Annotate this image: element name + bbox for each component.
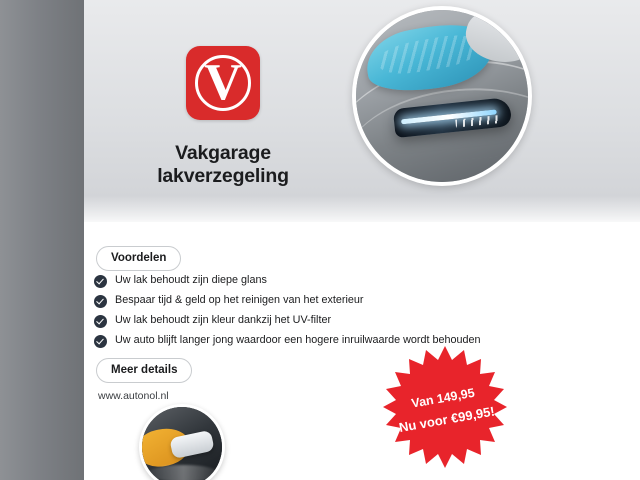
check-icon — [94, 275, 107, 288]
benefit-text: Uw lak behoudt zijn kleur dankzij het UV-filter — [115, 314, 332, 326]
website-link[interactable]: www.autonol.nl — [98, 390, 169, 402]
list-item — [94, 314, 534, 328]
benefit-text: Bespaar tijd & geld op het reinigen van het exterieur — [115, 294, 364, 306]
price-new: Nu voor €99,95! — [397, 403, 496, 436]
benefits-section-label: Voordelen — [96, 246, 181, 271]
left-accent-band — [0, 0, 84, 480]
page-title: Vakgarage lakverzegeling — [157, 142, 289, 187]
detailing-photo — [139, 404, 225, 480]
check-icon — [94, 295, 107, 308]
benefit-text: Uw auto blijft langer jong waardoor een hogere inruilwaarde wordt behouden — [115, 334, 481, 346]
logo-letter: V — [204, 54, 242, 111]
detailing-sheen — [148, 465, 218, 480]
details-section-label: Meer details — [96, 358, 192, 383]
brand-logo-block — [108, 46, 338, 188]
brand-logo-icon — [186, 46, 260, 120]
price-old: Van 149,95 — [410, 385, 476, 411]
check-icon — [94, 315, 107, 328]
price-text-wrap — [370, 334, 521, 480]
price-badge — [380, 344, 510, 474]
hero-photo — [352, 6, 532, 186]
list-item — [94, 294, 534, 308]
list-item — [94, 274, 534, 288]
check-icon — [94, 335, 107, 348]
benefit-text: Uw lak behoudt zijn diepe glans — [115, 274, 267, 286]
